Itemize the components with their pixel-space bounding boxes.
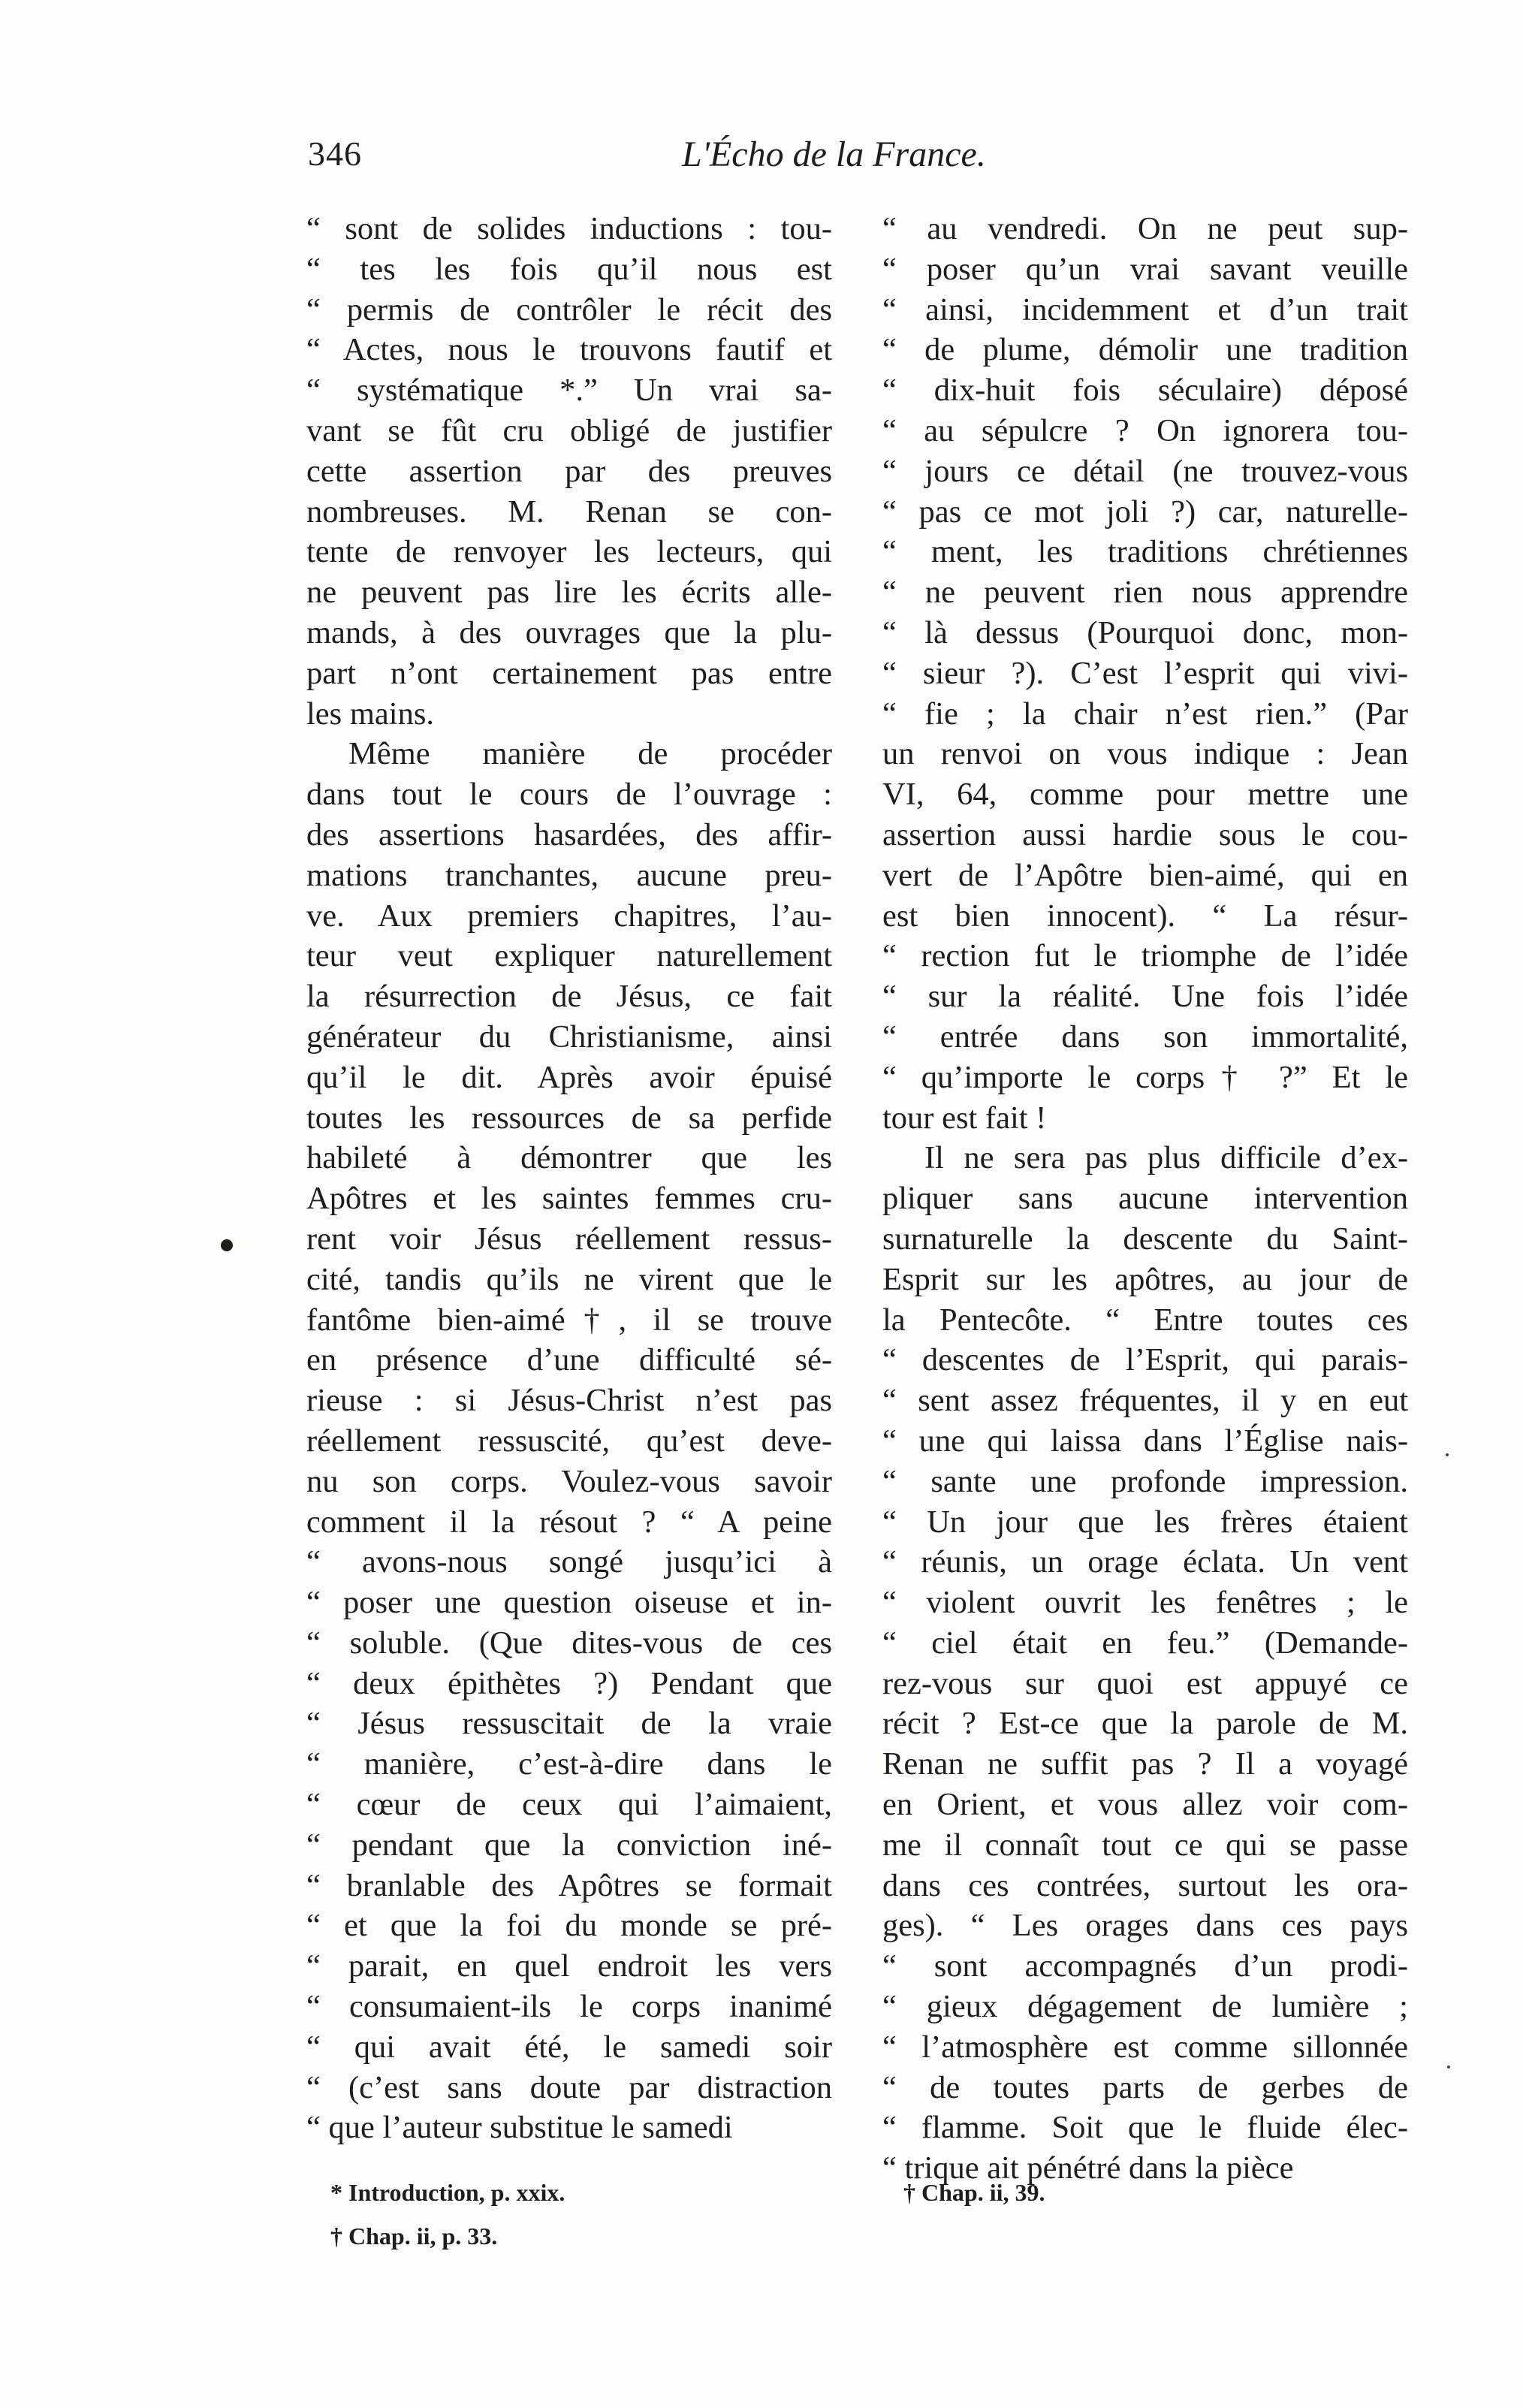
text-line: vert de l’Apôtre bien-aimé, qui en bbox=[882, 857, 1408, 893]
text-line: “ poser qu’un vrai savant veuille bbox=[882, 251, 1408, 287]
text-line: “ violent ouvrit les fenêtres ; le bbox=[882, 1585, 1408, 1621]
text-line: cité, tandis qu’ils ne virent que le bbox=[306, 1261, 832, 1297]
text-line: rez-vous sur quoi est appuyé ce bbox=[882, 1665, 1408, 1701]
text-line: “ branlable des Apôtres se formait bbox=[306, 1867, 832, 1903]
text-line: “ de toutes parts de gerbes de bbox=[882, 2069, 1408, 2105]
text-line: ges). “ Les orages dans ces pays bbox=[882, 1908, 1408, 1944]
text-line: “ Actes, nous le trouvons fautif et bbox=[306, 332, 832, 368]
text-line: “ une qui laissa dans l’Église nais- bbox=[882, 1423, 1408, 1459]
text-line: “ sante une profonde impression. bbox=[882, 1463, 1408, 1499]
text-line: tour est fait ! bbox=[882, 1100, 1047, 1136]
text-line: “ trique ait pénétré dans la pièce bbox=[882, 2150, 1294, 2186]
text-line: “ pendant que la conviction iné- bbox=[306, 1827, 832, 1863]
text-line: dans tout le cours de l’ouvrage : bbox=[306, 777, 832, 813]
text-line: rent voir Jésus réellement ressus- bbox=[306, 1221, 832, 1257]
footnote: * Introduction, p. xxix. bbox=[330, 2179, 565, 2206]
text-line: “ ciel était en feu.” (Demande- bbox=[882, 1625, 1408, 1661]
margin-dot-mark bbox=[221, 1239, 233, 1251]
right-footnotes bbox=[903, 2171, 1045, 2214]
text-line: rieuse : si Jésus-Christ n’est pas bbox=[306, 1383, 832, 1419]
text-line: “ sont accompagnés d’un prodi- bbox=[882, 1948, 1408, 1984]
text-line: “ poser une question oiseuse et in- bbox=[306, 1585, 832, 1621]
text-line: “ là dessus (Pourquoi donc, mon- bbox=[882, 614, 1408, 650]
text-line: “ que l’auteur substitue le samedi bbox=[306, 2110, 733, 2146]
text-line: me il connaît tout ce qui se passe bbox=[882, 1827, 1408, 1863]
text-line: réellement ressuscité, qu’est deve- bbox=[306, 1423, 832, 1459]
text-line: la Pentecôte. “ Entre toutes ces bbox=[882, 1302, 1408, 1338]
text-line: récit ? Est-ce que la parole de M. bbox=[882, 1706, 1408, 1742]
page-number: 346 bbox=[308, 134, 362, 173]
text-line: pliquer sans aucune intervention bbox=[882, 1181, 1408, 1217]
text-line: “ jours ce détail (ne trouvez-vous bbox=[882, 453, 1408, 489]
text-line: Même manière de procéder bbox=[348, 736, 832, 772]
text-line: “ ment, les traditions chrétiennes bbox=[882, 534, 1408, 570]
running-title: L'Écho de la France. bbox=[682, 134, 986, 174]
text-line: VI, 64, comme pour mettre une bbox=[882, 777, 1408, 813]
text-line: “ rection fut le triomphe de l’idée bbox=[882, 938, 1408, 974]
text-line: “ Jésus ressuscitait de la vraie bbox=[306, 1706, 832, 1742]
text-line: “ sent assez fréquentes, il y en eut bbox=[882, 1383, 1408, 1419]
paper-speck bbox=[1447, 2066, 1450, 2069]
text-line: “ ne peuvent rien nous apprendre bbox=[882, 575, 1408, 611]
text-line: “ permis de contrôler le récit des bbox=[306, 291, 832, 327]
text-line: Renan ne suffit pas ? Il a voyagé bbox=[882, 1746, 1408, 1782]
text-line: teur veut expliquer naturellement bbox=[306, 938, 832, 974]
text-line: “ gieux dégagement de lumière ; bbox=[882, 1989, 1408, 2025]
text-line: “ tes les fois qu’il nous est bbox=[306, 251, 832, 287]
text-line: ne peuvent pas lire les écrits alle- bbox=[306, 575, 832, 611]
text-line: “ et que la foi du monde se pré- bbox=[306, 1908, 832, 1944]
text-line: tente de renvoyer les lecteurs, qui bbox=[306, 534, 832, 570]
text-line: “ (c’est sans doute par distraction bbox=[306, 2069, 832, 2105]
text-line: dans ces contrées, surtout les ora- bbox=[882, 1867, 1408, 1903]
text-line: “ avons-nous songé jusqu’ici à bbox=[306, 1544, 832, 1580]
text-line: “ au vendredi. On ne peut sup- bbox=[882, 211, 1408, 246]
text-line: “ sieur ?). C’est l’esprit qui vivi- bbox=[882, 655, 1408, 691]
text-line: ve. Aux premiers chapitres, l’au- bbox=[306, 898, 832, 934]
text-line: “ qu’importe le corps† ?” Et le bbox=[882, 1059, 1408, 1095]
text-line: cette assertion par des preuves bbox=[306, 453, 832, 489]
text-line: assertion aussi hardie sous le cou- bbox=[882, 816, 1408, 852]
footnote: † Chap. ii, 39. bbox=[903, 2179, 1045, 2206]
page-header bbox=[0, 134, 1523, 186]
text-line: la résurrection de Jésus, ce fait bbox=[306, 979, 832, 1015]
text-line: “ fie ; la chair n’est rien.” (Par bbox=[882, 696, 1408, 732]
text-line: mands, à des ouvrages que la plu- bbox=[306, 614, 832, 650]
text-line: “ au sépulcre ? On ignorera tou- bbox=[882, 412, 1408, 448]
text-line: “ cœur de ceux qui l’aimaient, bbox=[306, 1787, 832, 1823]
text-line: un renvoi on vous indique : Jean bbox=[882, 736, 1408, 772]
text-line: est bien innocent). “ La résur- bbox=[882, 898, 1408, 934]
text-line: des assertions hasardées, des affir- bbox=[306, 816, 832, 852]
text-line: “ sont de solides inductions : tou- bbox=[306, 211, 832, 246]
right-text-column bbox=[882, 209, 1408, 2189]
left-text-column bbox=[306, 209, 832, 2148]
text-line: “ systématique *.” Un vrai sa- bbox=[306, 373, 832, 409]
text-line: qu’il le dit. Après avoir épuisé bbox=[306, 1059, 832, 1095]
text-line: vant se fût cru obligé de justifier bbox=[306, 412, 832, 448]
text-line: nu son corps. Voulez-vous savoir bbox=[306, 1463, 832, 1499]
footnote: † Chap. ii, p. 33. bbox=[330, 2222, 498, 2250]
text-line: “ qui avait été, le samedi soir bbox=[306, 2029, 832, 2065]
text-line: “ soluble. (Que dites-vous de ces bbox=[306, 1625, 832, 1661]
text-line: “ sur la réalité. Une fois l’idée bbox=[882, 979, 1408, 1015]
text-line: “ ainsi, incidemment et d’un trait bbox=[882, 291, 1408, 327]
text-line: “ pas ce mot joli ?) car, naturelle- bbox=[882, 493, 1408, 530]
text-line: “ parait, en quel endroit les vers bbox=[306, 1948, 832, 1984]
text-line: “ entrée dans son immortalité, bbox=[882, 1018, 1408, 1055]
text-line: en Orient, et vous allez voir com- bbox=[882, 1787, 1408, 1823]
text-line: “ réunis, un orage éclata. Un vent bbox=[882, 1544, 1408, 1580]
text-line: comment il la résout ? “ A peine bbox=[306, 1504, 832, 1540]
text-line: habileté à démontrer que les bbox=[306, 1140, 832, 1176]
text-line: les mains. bbox=[306, 696, 434, 732]
text-line: “ descentes de l’Esprit, qui parais- bbox=[882, 1342, 1408, 1378]
text-line: “ deux épithètes ?) Pendant que bbox=[306, 1665, 832, 1701]
text-line: “ manière, c’est-à-dire dans le bbox=[306, 1746, 832, 1782]
left-footnotes bbox=[330, 2171, 565, 2258]
text-line: surnaturelle la descente du Saint- bbox=[882, 1221, 1408, 1257]
text-line: “ l’atmosphère est comme sillonnée bbox=[882, 2029, 1408, 2065]
text-line: “ dix-huit fois séculaire) déposé bbox=[882, 373, 1408, 409]
text-line: Apôtres et les saintes femmes cru- bbox=[306, 1181, 832, 1217]
text-line: “ flamme. Soit que le fluide élec- bbox=[882, 2110, 1408, 2146]
text-line: toutes les ressources de sa perfide bbox=[306, 1100, 832, 1136]
text-line: générateur du Christianisme, ainsi bbox=[306, 1018, 832, 1055]
text-line: Il ne sera pas plus difficile d’ex- bbox=[924, 1140, 1408, 1176]
text-line: “ consumaient-ils le corps inanimé bbox=[306, 1989, 832, 2025]
text-line: Esprit sur les apôtres, au jour de bbox=[882, 1261, 1408, 1297]
text-line: “ de plume, démolir une tradition bbox=[882, 332, 1408, 368]
text-line: fantôme bien-aimé†, il se trouve bbox=[306, 1302, 832, 1338]
text-line: mations tranchantes, aucune preu- bbox=[306, 857, 832, 893]
paper-speck bbox=[1446, 1453, 1449, 1456]
text-line: “ Un jour que les frères étaient bbox=[882, 1504, 1408, 1540]
text-line: nombreuses. M. Renan se con- bbox=[306, 493, 832, 530]
text-line: en présence d’une difficulté sé- bbox=[306, 1342, 832, 1378]
text-line: part n’ont certainement pas entre bbox=[306, 655, 832, 691]
